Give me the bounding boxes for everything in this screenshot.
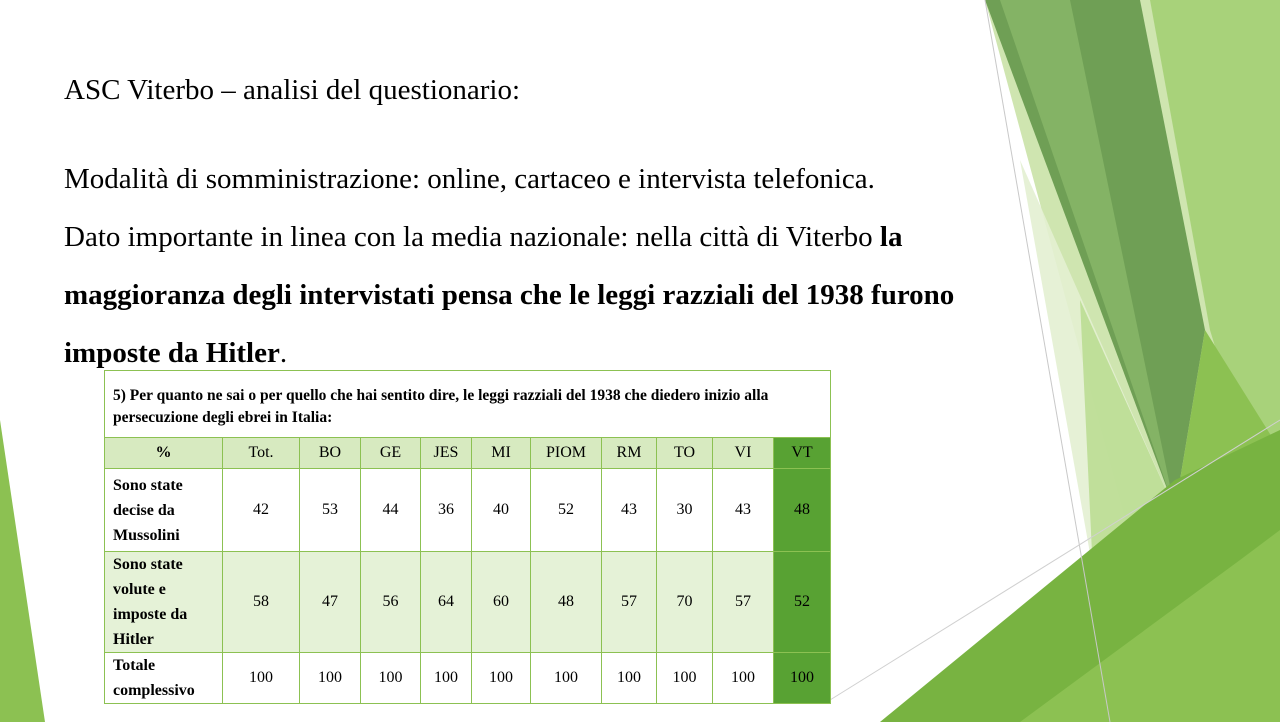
header-cell: TO xyxy=(657,438,713,469)
slide-title: ASC Viterbo – analisi del questionario: xyxy=(64,74,521,106)
table-cell: 44 xyxy=(361,469,421,552)
table-cell: 100 xyxy=(657,653,713,704)
table-cell: 100 xyxy=(472,653,531,704)
table-cell: 70 xyxy=(657,552,713,653)
header-cell: JES xyxy=(421,438,472,469)
table-cell-highlight: 48 xyxy=(774,469,831,552)
header-cell: VI xyxy=(713,438,774,469)
table-cell: 100 xyxy=(713,653,774,704)
header-cell: MI xyxy=(472,438,531,469)
table-cell: 47 xyxy=(300,552,361,653)
row-label: Sono state decise da Mussolini xyxy=(105,469,223,552)
table-cell: 64 xyxy=(421,552,472,653)
table-row xyxy=(105,653,831,704)
survey-table xyxy=(104,370,831,704)
row-label: Totale complessivo xyxy=(105,653,223,704)
survey-table-container xyxy=(104,370,830,704)
table-cell-highlight: 100 xyxy=(774,653,831,704)
table-cell: 100 xyxy=(602,653,657,704)
row-label: Sono state volute e imposte da Hitler xyxy=(105,552,223,653)
table-cell: 60 xyxy=(472,552,531,653)
body-line-administration: Modalità di somministrazione: online, cartaceo e intervista telefonica. xyxy=(64,163,875,195)
key-finding-period: . xyxy=(279,337,288,369)
table-cell: 42 xyxy=(223,469,300,552)
table-cell: 48 xyxy=(531,552,602,653)
table-cell: 56 xyxy=(361,552,421,653)
key-finding-highlight: la maggioranza degli intervistati pensa che le leggi razziali del 1938 furono imposte da Hitler xyxy=(64,221,955,369)
table-cell-highlight: 52 xyxy=(774,552,831,653)
table-cell: 57 xyxy=(713,552,774,653)
table-cell: 53 xyxy=(300,469,361,552)
header-cell: % xyxy=(105,438,223,469)
key-finding-intro: Dato importante in linea con la media nazionale: nella città di Viterbo xyxy=(64,221,880,253)
table-cell: 43 xyxy=(713,469,774,552)
table-cell: 100 xyxy=(223,653,300,704)
table-cell: 100 xyxy=(531,653,602,704)
table-row xyxy=(105,469,831,552)
header-cell: PIOM xyxy=(531,438,602,469)
table-cell: 36 xyxy=(421,469,472,552)
table-cell: 100 xyxy=(421,653,472,704)
header-cell: GE xyxy=(361,438,421,469)
table-cell: 30 xyxy=(657,469,713,552)
table-header-row xyxy=(105,438,831,469)
table-row xyxy=(105,552,831,653)
slide-body xyxy=(64,150,1004,382)
table-cell: 100 xyxy=(300,653,361,704)
table-cell: 58 xyxy=(223,552,300,653)
header-cell: Tot. xyxy=(223,438,300,469)
header-cell: RM xyxy=(602,438,657,469)
survey-question: 5) Per quanto ne sai o per quello che hai sentito dire, le leggi razziali del 1938 che diedero inizio alla persecuzione degli ebrei in Italia: xyxy=(105,371,831,438)
table-cell: 52 xyxy=(531,469,602,552)
body-line-key-finding xyxy=(64,208,1004,382)
table-cell: 43 xyxy=(602,469,657,552)
header-cell-highlight: VT xyxy=(774,438,831,469)
header-cell: BO xyxy=(300,438,361,469)
table-cell: 57 xyxy=(602,552,657,653)
table-cell: 100 xyxy=(361,653,421,704)
table-cell: 40 xyxy=(472,469,531,552)
